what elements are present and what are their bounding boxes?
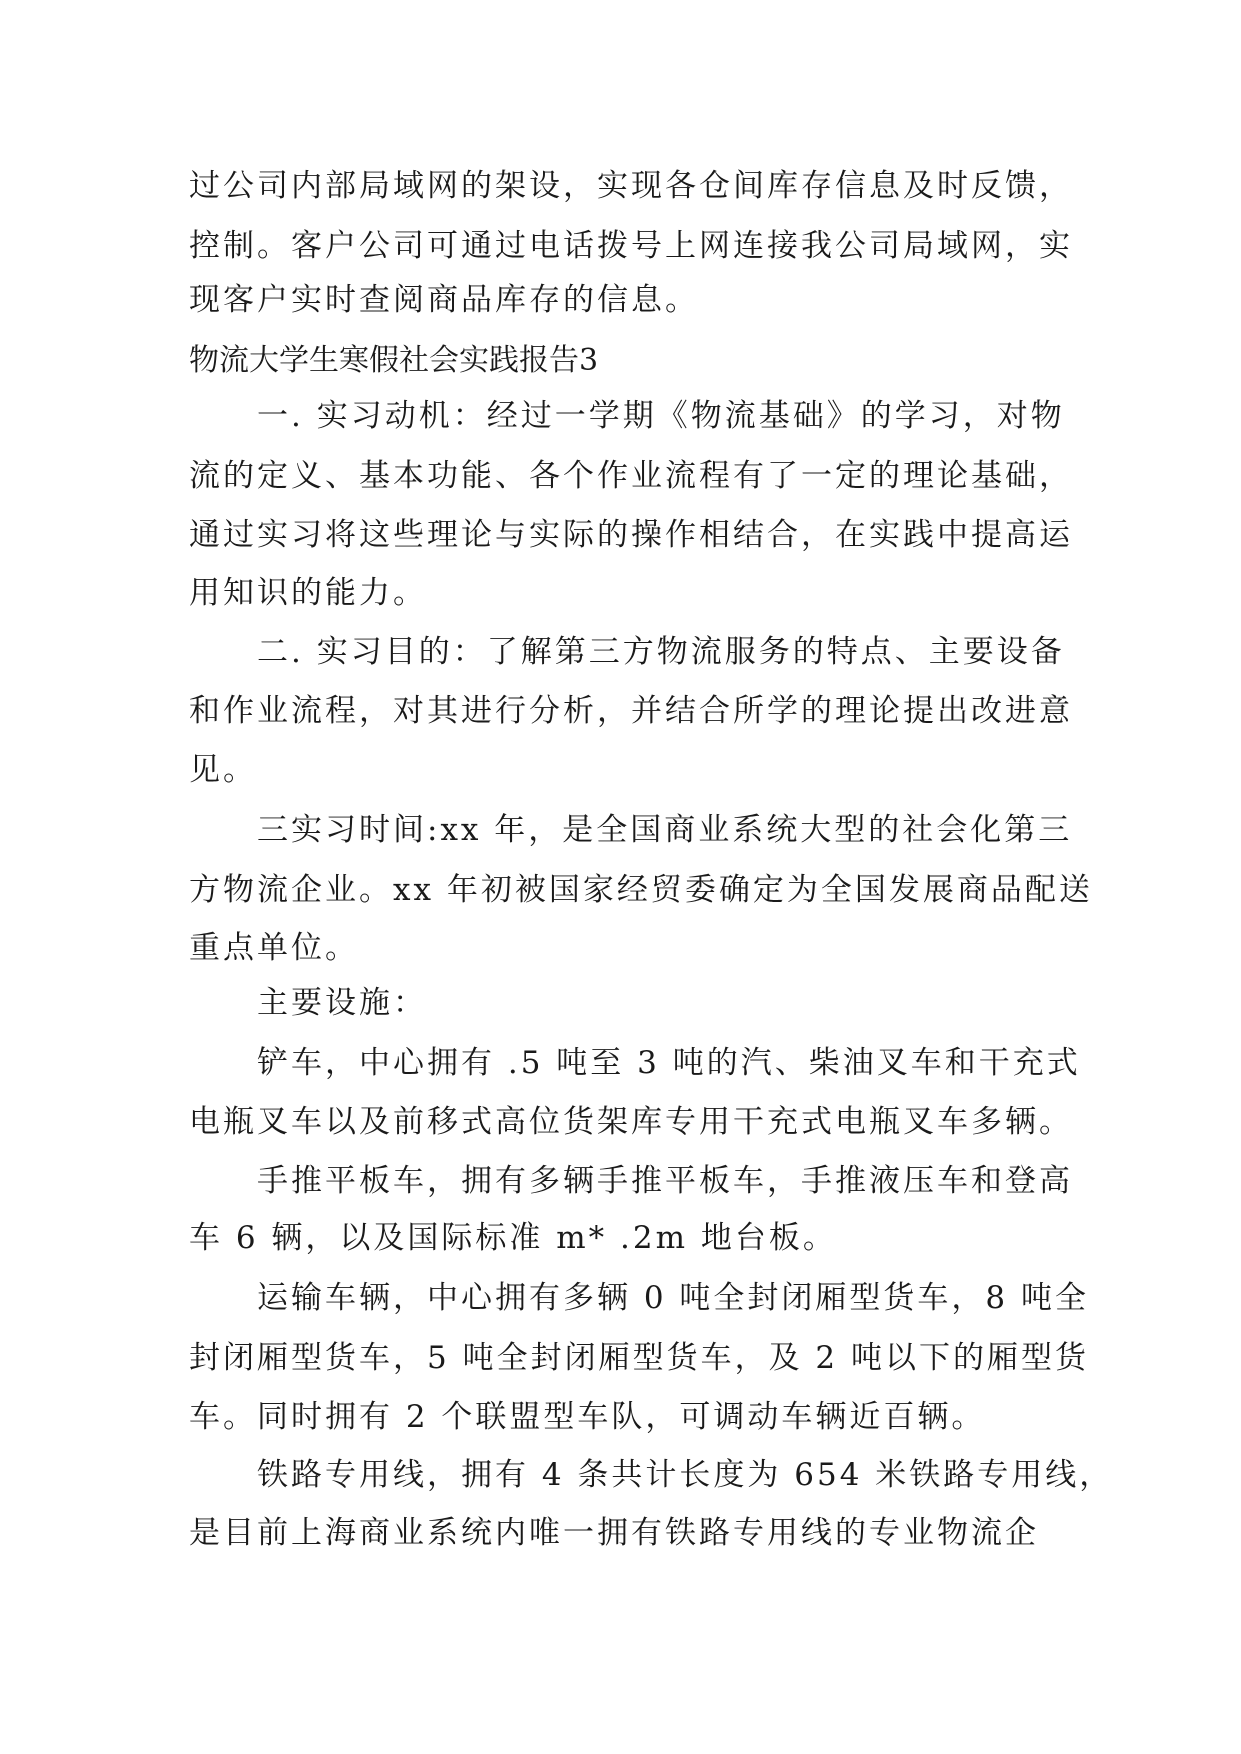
- text-line: 方物流企业。xx 年初被国家经贸委确定为全国发展商品配送: [189, 872, 1093, 908]
- text-line: 封闭厢型货车，5 吨全封闭厢型货车，及 2 吨以下的厢型货: [189, 1340, 1090, 1376]
- text-line: 过公司内部局域网的架设，实现各仓间库存信息及时反馈，: [189, 168, 1073, 204]
- section-title: 物流大学生寒假社会实践报告3: [189, 343, 599, 378]
- text-line: 控制。客户公司可通过电话拨号上网连接我公司局域网，实: [189, 228, 1073, 264]
- text-line: 车。同时拥有 2 个联盟型车队，可调动车辆近百辆。: [189, 1399, 986, 1435]
- text-line: 主要设施：: [189, 985, 427, 1021]
- text-line: 手推平板车，拥有多辆手推平板车，手推液压车和登高: [189, 1163, 1073, 1199]
- text-line: 通过实习将这些理论与实际的操作相结合，在实践中提高运: [189, 517, 1073, 553]
- text-line: 铁路专用线，拥有 4 条共计长度为 654 米铁路专用线，: [189, 1457, 1114, 1493]
- text-line: 见。: [189, 752, 257, 788]
- text-line: 二. 实习目的：了解第三方物流服务的特点、主要设备: [189, 634, 1065, 670]
- text-line: 一. 实习动机：经过一学期《物流基础》的学习，对物: [189, 398, 1065, 434]
- text-line: 用知识的能力。: [189, 575, 427, 611]
- text-line: 三实习时间:xx 年，是全国商业系统大型的社会化第三: [189, 812, 1073, 848]
- text-line: 车 6 辆，以及国际标准 m* .2m 地台板。: [189, 1220, 837, 1256]
- text-line: 和作业流程，对其进行分析，并结合所学的理论提出改进意: [189, 693, 1073, 729]
- text-line: 现客户实时查阅商品库存的信息。: [189, 282, 699, 318]
- text-line: 运输车辆，中心拥有多辆 0 吨全封闭厢型货车，8 吨全: [189, 1280, 1090, 1316]
- text-line: 铲车，中心拥有 .5 吨至 3 吨的汽、柴油叉车和干充式: [189, 1045, 1081, 1081]
- text-line: 是目前上海商业系统内唯一拥有铁路专用线的专业物流企: [189, 1515, 1039, 1551]
- text-line: 电瓶叉车以及前移式高位货架库专用干充式电瓶叉车多辆。: [189, 1104, 1073, 1140]
- text-line: 流的定义、基本功能、各个作业流程有了一定的理论基础，: [189, 458, 1073, 494]
- text-line: 重点单位。: [189, 930, 359, 966]
